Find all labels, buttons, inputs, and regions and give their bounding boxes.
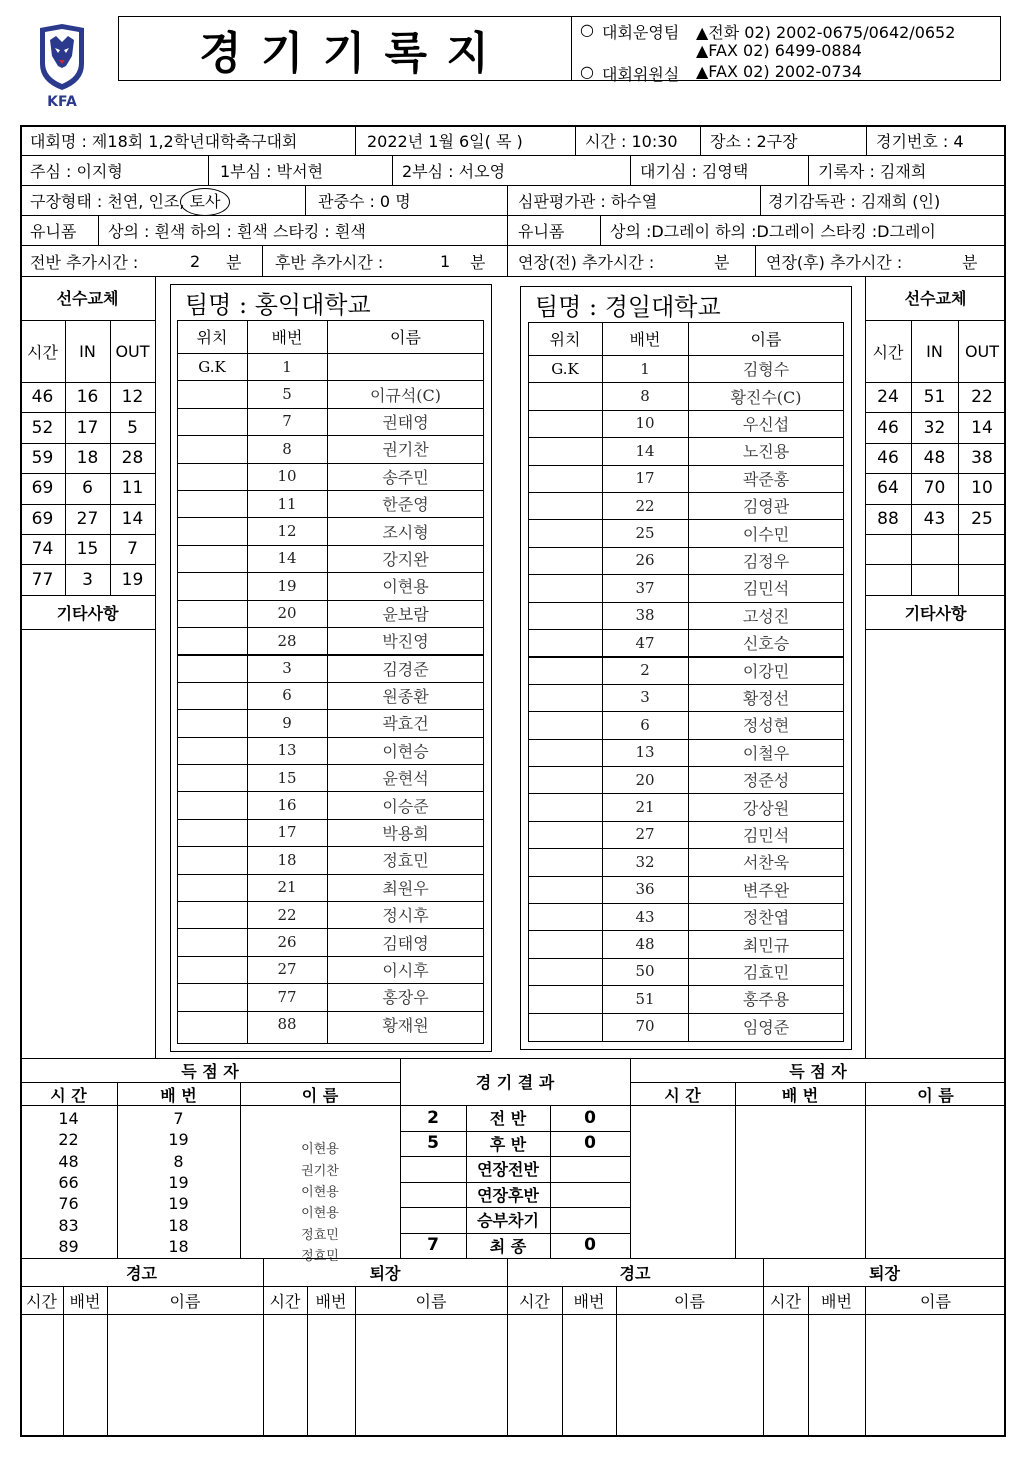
home-head-name: 이름 [390,327,421,347]
home-gk-position: G.K [198,357,226,376]
home-player-number: 10 [277,467,297,486]
home-player-name: 최원우 [382,878,429,898]
away-sub-out: 38 [971,447,993,468]
away-sendoff-head-number: 배번 [821,1292,852,1311]
away-sub-out: 10 [971,478,993,499]
away-remarks-title: 기타사항 [904,603,967,623]
home-caution-head-name: 이름 [169,1292,201,1311]
home-uniform-label: 유니폼 [30,222,77,241]
home-scorer-time: 83 [58,1215,79,1235]
home-sub-time: 74 [31,539,54,560]
title-box [118,16,572,81]
home-scorer-name [240,1116,400,1137]
home-scorer-time: 22 [58,1130,79,1150]
away-player-number: 8 [640,387,650,406]
home-scorer-number: 7 [173,1109,184,1129]
second-half-added-value: 1 [440,251,451,271]
home-sub-time: 77 [31,569,54,590]
home-player-name: 윤보람 [382,604,429,624]
home-sub-time: 69 [31,508,54,529]
assistant-referee-2: 2부심 : 서오영 [402,162,506,181]
home-player-name: 강지완 [382,549,429,569]
away-caution-head-name: 이름 [674,1292,705,1311]
home-sub-time: 59 [31,447,54,468]
fourth-official: 대기심 : 김영택 [640,162,749,181]
away-sendoff-head-time: 시간 [770,1292,801,1311]
away-player-name: 황진수(C) [730,387,802,407]
away-player-number: 3 [640,688,650,707]
away-player-name: 이수민 [742,524,790,544]
recorder: 기록자 : 김재희 [818,162,927,181]
home-scorer-name: 이현용 [301,1206,339,1222]
home-head-number: 배번 [271,327,303,347]
home-player-number: 12 [277,522,297,541]
home-player-number: 17 [277,823,297,842]
home-sub-in: 6 [82,478,93,499]
tournament-name: 대회명 : 제18회 1,2학년대학축구대회 [30,132,298,151]
home-player-number: 7 [282,412,292,431]
away-sub-head-out: OUT [964,341,1000,361]
home-player-name: 김경준 [382,659,429,679]
away-scorer-head-time: 시 간 [664,1085,701,1105]
home-player-number: 27 [277,960,297,979]
logo-text: KFA [47,94,77,110]
away-player-number: 37 [635,578,655,597]
away-player-name: 정성현 [742,716,790,736]
home-team-name: 팀명 : 홍익대학교 [185,290,371,319]
match-result-title: 경 기 결 과 [475,1073,555,1092]
away-player-name: 김정우 [742,551,790,571]
result-home-score: 7 [427,1235,439,1256]
away-player-number: 36 [635,880,655,899]
away-player-name: 김형수 [742,360,790,380]
home-sub-head-in: IN [79,341,96,361]
away-scorer-title: 득 점 자 [789,1061,847,1081]
home-player-name [327,353,484,380]
home-player-number: 11 [277,494,297,513]
away-player-number: 13 [635,743,655,762]
home-player-number: 22 [277,905,297,924]
contact-box [571,16,1001,84]
away-substitution-title: 선수교체 [904,288,967,308]
away-player-name: 정준성 [742,771,790,791]
away-player-name: 최민규 [742,935,790,955]
contact-team2: 대회위원실 [602,65,680,84]
home-sub-in: 3 [82,569,93,590]
home-player-number: 26 [277,933,297,952]
extra-first-added-label: 연장(전) 추가시간 : [518,252,655,272]
home-caution-title: 경고 [126,1264,157,1283]
home-scorer-title: 득 점 자 [181,1061,239,1081]
away-caution-head-number: 배번 [573,1292,605,1311]
home-player-name: 윤현석 [382,769,429,789]
away-player-name: 강상원 [742,798,790,818]
away-sub-out: 22 [971,387,993,408]
result-home-score: 2 [427,1107,439,1128]
home-player-number: 8 [282,439,292,458]
page-title: 경 기 기 록 지 [199,27,491,79]
home-player-name: 권태영 [382,412,429,432]
referee-assessor: 심판평가관 : 하수열 [518,192,658,211]
home-scorer-head-time: 시 간 [50,1085,87,1105]
extra-second-added-label: 연장(후) 추가시간 : [766,252,903,272]
field-type-selected-circle [180,188,230,216]
away-uniform-label: 유니폼 [518,222,565,241]
away-sub-in: 43 [923,508,946,529]
home-player-name: 박용희 [382,823,429,843]
home-scorer-time: 48 [58,1151,79,1171]
home-scorer-number: 19 [168,1194,189,1214]
kickoff-time: 시간 : 10:30 [585,132,678,151]
home-scorer-time: 66 [58,1173,79,1193]
home-player-number: 77 [277,987,297,1006]
home-uniform: 상의 : 흰색 하의 : 흰색 스타킹 : 흰색 [108,222,366,241]
home-scorer-number: 19 [168,1173,189,1193]
home-sub-time: 52 [31,417,54,438]
home-sendoff-head-name: 이름 [415,1292,447,1311]
home-sub-in: 27 [76,508,99,529]
home-player-name: 원종환 [382,686,429,706]
home-player-number: 9 [282,713,292,732]
home-player-name: 황재원 [382,1015,429,1035]
home-player-name: 이현용 [382,577,429,597]
home-player-number: 6 [282,686,292,705]
result-period-label: 전 반 [489,1109,527,1129]
away-player-number: 20 [635,770,655,789]
second-half-added-label: 후반 추가시간 : [275,252,384,272]
home-sub-in: 17 [76,417,99,438]
kfa-logo [36,22,88,112]
away-sub-out: 25 [971,508,993,529]
home-player-name: 조시형 [382,522,429,542]
home-sub-in: 18 [76,447,99,468]
away-head-name: 이름 [750,329,782,349]
home-player-number: 88 [277,1015,297,1034]
away-player-name: 홍주용 [742,990,790,1010]
away-player-number: 32 [635,852,655,871]
away-player-name: 서찬욱 [742,853,790,873]
home-player-name: 곽효건 [382,714,429,734]
home-scorer-time: 14 [58,1109,79,1129]
away-sub-time: 24 [877,387,899,408]
home-sub-out: 19 [121,569,144,590]
away-player-name: 김민석 [742,579,790,599]
home-scorer-time: 76 [58,1194,79,1214]
away-player-name: 고성진 [742,606,790,626]
home-scorer-head-number: 배 번 [160,1085,197,1105]
home-player-number: 16 [277,796,297,815]
home-scorer-number: 18 [168,1215,189,1235]
match-commissioner: 경기감독관 : 김재희 (인) [768,192,941,211]
away-sub-in: 32 [923,417,946,438]
home-player-name: 권기찬 [382,440,429,460]
away-player-number: 38 [635,606,655,625]
spectators: 관중수 : 0 명 [318,192,411,211]
result-home-score: 5 [427,1133,439,1154]
venue: 장소 : 2구장 [710,132,798,151]
home-player-number: 1 [282,357,292,376]
home-player-name: 이승준 [382,796,429,816]
away-sendoff-head-name: 이름 [920,1292,951,1311]
home-scorer-name: 권기찬 [301,1163,339,1179]
home-sub-out: 5 [127,417,138,438]
home-caution-head-number: 배번 [69,1292,101,1311]
home-player-number: 15 [277,768,297,787]
extra-first-added-unit: 분 [714,252,730,272]
home-sub-out: 14 [121,508,144,529]
result-period-label: 연장후반 [477,1185,539,1205]
kfa-emblem-icon [36,22,88,92]
home-scorer-number: 8 [173,1151,184,1171]
result-period-label: 연장전반 [477,1160,539,1180]
contact-bullet-1: ○ [580,20,594,39]
away-player-name: 김영관 [742,497,790,517]
home-player-name: 한준영 [382,495,429,515]
away-sub-out: 14 [971,417,993,438]
away-player-number: 47 [635,633,655,652]
away-player-number: 14 [635,441,655,460]
away-player-number: 48 [635,935,655,954]
away-sub-time: 88 [877,508,899,529]
contact-phone: ▲전화 02) 2002-0675/0642/0652 [696,23,956,42]
home-scorer-name: 정효민 [301,1227,339,1243]
away-sub-time: 64 [877,478,899,499]
result-away-score: 0 [584,1107,596,1128]
home-sub-in: 15 [76,539,99,560]
away-player-name: 변주완 [742,880,790,900]
home-player-name: 김태영 [382,933,429,953]
home-player-name: 정효민 [382,851,429,871]
contact-team1: 대회운영팀 [602,23,680,42]
home-sub-head-out: OUT [115,341,150,361]
away-gk-position: G.K [551,359,579,378]
home-player-number: 13 [277,741,297,760]
field-type: 구장형태 : 천연, 인조, 토사 [30,192,221,211]
away-player-name: 이강민 [742,661,790,681]
home-sendoff-head-number: 배번 [315,1292,347,1311]
away-scorer-head-name: 이 름 [917,1085,954,1105]
home-player-number: 5 [282,385,292,404]
away-player-number: 26 [635,551,655,570]
away-head-number: 배번 [629,329,661,349]
first-half-added-unit: 분 [226,252,242,272]
away-head-position: 위치 [549,329,581,349]
away-sub-in: 51 [923,387,946,408]
home-player-number: 20 [277,604,297,623]
home-scorer-head-name: 이 름 [301,1085,339,1105]
home-sub-head-time: 시간 [27,342,58,362]
home-player-number: 19 [277,576,297,595]
away-player-number: 21 [635,798,655,817]
referee: 주심 : 이지형 [30,162,123,181]
second-half-added-unit: 분 [470,252,486,272]
away-sub-time: 46 [877,417,899,438]
away-player-number: 2 [640,661,650,680]
home-scorer-name: 정효민 [301,1248,339,1264]
extra-second-added-unit: 분 [962,252,978,272]
home-player-name: 정시후 [382,906,429,926]
away-player-number: 70 [635,1017,655,1036]
result-period-label: 후 반 [489,1134,527,1154]
home-sub-out: 12 [121,387,144,408]
home-player-name: 이현승 [382,741,429,761]
home-substitution-title: 선수교체 [56,288,119,308]
match-date: 2022년 1월 6일( 목 ) [367,132,523,151]
home-sub-time: 69 [31,478,54,499]
away-player-name: 김효민 [742,962,790,982]
away-player-number: 17 [635,469,655,488]
home-head-position: 위치 [196,327,228,347]
home-scorer-time: 89 [58,1236,79,1256]
home-sub-out: 7 [127,539,138,560]
result-period-label: 승부차기 [477,1211,539,1231]
home-player-name: 이시후 [382,960,429,980]
away-player-name: 신호승 [742,634,790,654]
first-half-added-value: 2 [190,251,201,271]
home-scorer-name: 이현용 [301,1185,339,1201]
away-player-number: 43 [635,907,655,926]
home-player-number: 28 [277,631,297,650]
contact-fax1: ▲FAX 02) 6499-0884 [696,41,862,60]
home-sub-in: 16 [76,387,99,408]
away-player-name: 노진용 [742,442,790,462]
home-player-name: 이규석(C) [369,385,442,405]
away-player-name: 이철우 [742,743,790,763]
away-sub-head-in: IN [926,341,943,361]
away-sub-in: 48 [923,447,946,468]
away-player-number: 22 [635,496,655,515]
away-sub-time: 46 [877,447,899,468]
away-scorer-head-number: 배 번 [781,1085,819,1105]
away-caution-title: 경고 [619,1264,651,1283]
home-player-name: 송주민 [382,467,429,487]
home-scorer-number: 19 [168,1130,189,1150]
away-player-name: 정찬엽 [742,908,790,928]
result-away-score: 0 [584,1133,596,1154]
away-caution-head-time: 시간 [519,1292,550,1311]
away-player-number: 6 [640,715,650,734]
home-sendoff-title: 퇴장 [369,1264,401,1283]
result-away-score: 0 [584,1235,596,1256]
home-remarks-title: 기타사항 [56,603,119,623]
home-player-number: 14 [277,549,297,568]
home-sub-time: 46 [31,387,54,408]
away-player-name: 황정선 [742,688,790,708]
home-sub-out: 11 [121,478,144,499]
home-player-number: 18 [277,850,297,869]
away-player-number: 1 [640,359,650,378]
away-sub-in: 70 [923,478,946,499]
contact-fax2: ▲FAX 02) 2002-0734 [696,62,862,81]
home-sendoff-head-time: 시간 [269,1292,301,1311]
away-uniform: 상의 :D그레이 하의 :D그레이 스타킹 :D그레이 [610,222,936,241]
contact-bullet-2: ○ [580,62,594,81]
match-number: 경기번호 : 4 [876,132,964,151]
away-player-number: 50 [635,962,655,981]
away-team-name: 팀명 : 경일대학교 [535,292,721,321]
away-player-name: 우신섭 [742,414,790,434]
away-sendoff-title: 퇴장 [869,1264,900,1283]
away-player-number: 10 [635,414,655,433]
away-player-number: 51 [635,989,655,1008]
assistant-referee-1: 1부심 : 박서현 [220,162,324,181]
home-caution-head-time: 시간 [26,1292,57,1311]
home-player-number: 21 [277,878,297,897]
home-player-number: 3 [282,659,292,678]
away-sub-head-time: 시간 [872,342,904,362]
home-scorer-number: 18 [168,1236,189,1256]
away-player-number: 27 [635,825,655,844]
home-player-name: 홍장우 [382,988,429,1008]
first-half-added-label: 전반 추가시간 : [30,252,139,272]
away-player-name: 김민석 [742,825,790,845]
away-player-name: 곽준홍 [742,469,790,489]
away-player-number: 25 [635,524,655,543]
result-period-label: 최 종 [489,1236,527,1256]
home-player-name: 박진영 [382,632,429,652]
home-scorer-name: 이현용 [301,1142,339,1158]
home-sub-out: 28 [121,447,144,468]
away-player-name: 임영준 [742,1017,790,1037]
